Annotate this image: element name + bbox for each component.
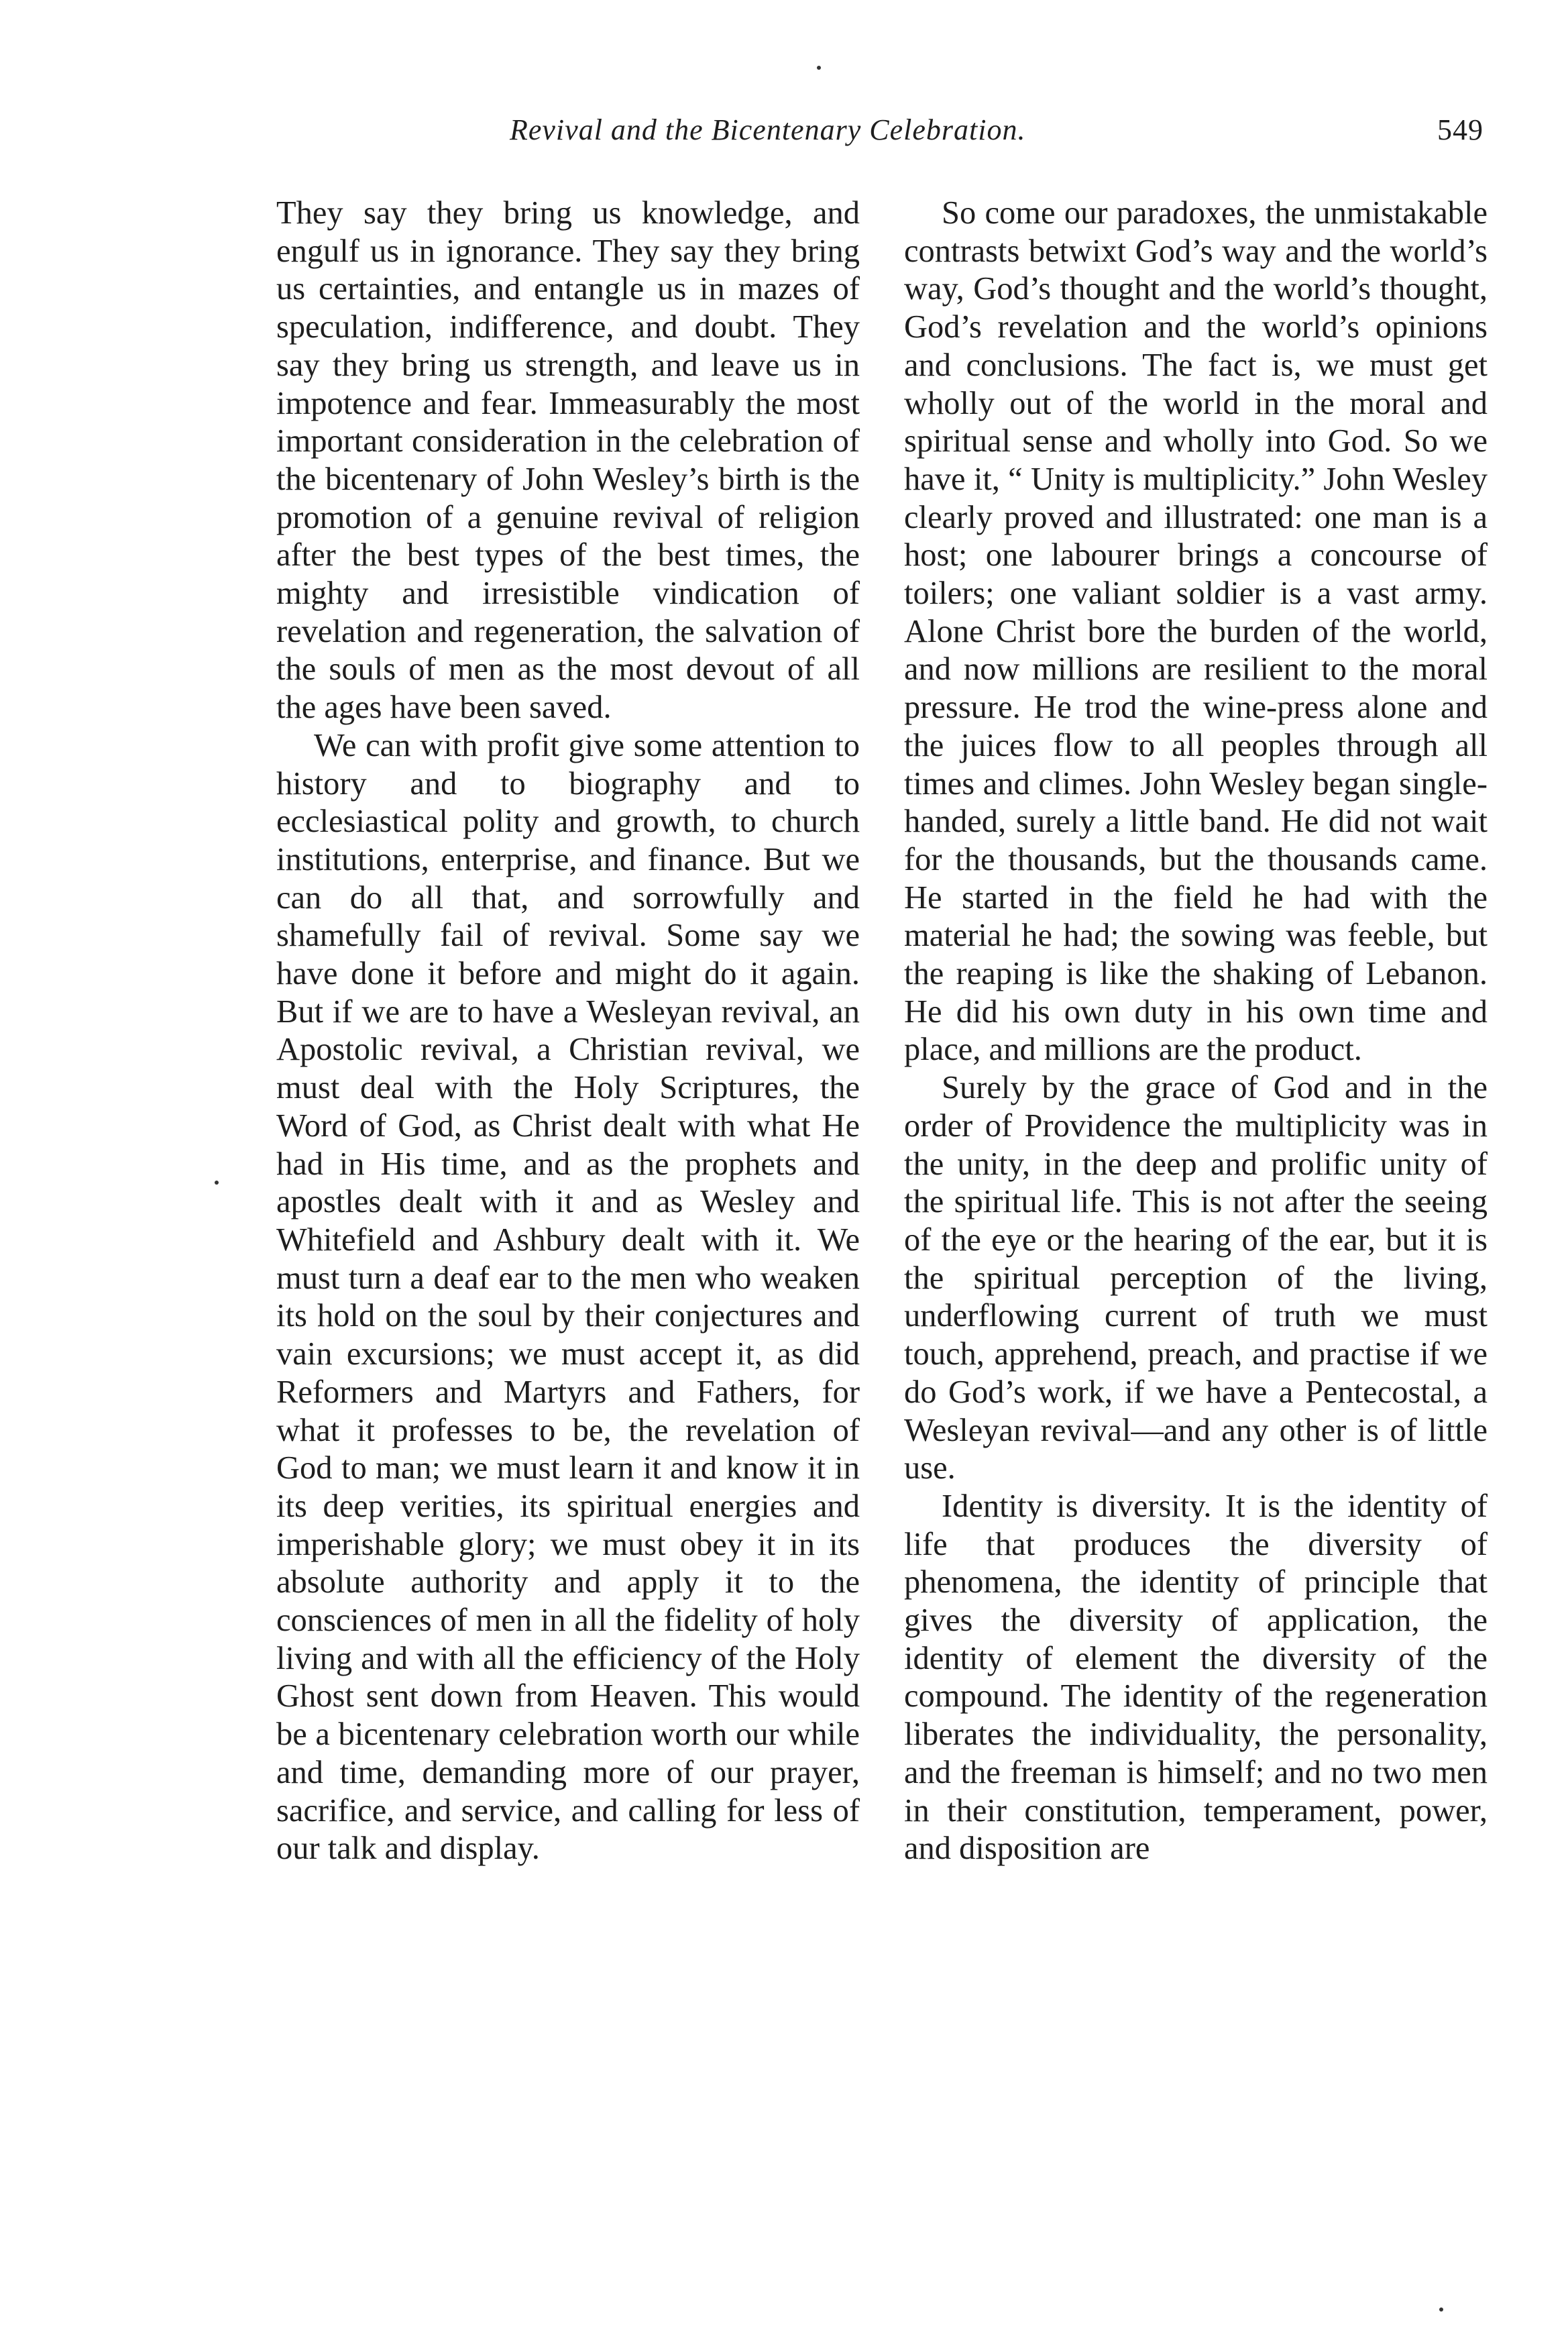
- paragraph: Surely by the grace of God and in the order of Providence the multiplicity was in the unity, in the deep and prolific unity of the spiritual life. This is not after the seeing of the eye or the hearing of the ear, but it is the spiritual perception of the living, underflowing current of truth we must touch, apprehend, preach, and practise if we do God’s work, if we have a Pentecostal, a Wesleyan revival—and any other is of little use.: [904, 1070, 1488, 1486]
- running-title: Revival and the Bicentenary Celebration.: [510, 113, 1026, 146]
- paragraph: They say they bring us knowledge, and engulf us in ignorance. They say they bring us certainties, and entangle us in mazes of speculation, indifference, and doubt. They say they bring us strength, and leave us in impotence and fear. Immeasurably the most important consideration in the celebration of the bicentenary of John Wesley’s birth is the promotion of a genuine revival of religion after the best types of the best times, the mighty and irresistible vindication of revelation and regeneration, the salvation of the souls of men as the most devout of all the ages have been saved.: [276, 195, 860, 726]
- print-speck: [817, 66, 821, 70]
- paragraph: Identity is diversity. It is the identity of life that produces the diversity of phenomena, the identity of principle that gives the diversity of application, the identity of element the diversity of the compound. The identity of the regeneration liberates the individuality, the personality, and the freeman is himself; and no two men in their constitution, temperament, power, and disposition are: [904, 1488, 1488, 1867]
- left-column: [276, 195, 860, 1868]
- right-column: [904, 195, 1488, 1868]
- paragraph: So come our paradoxes, the unmistakable contrasts betwixt God’s way and the world’s way, God’s thought and the world’s thought, God’s revelation and the world’s opinions and conclusions. The fact is, we must get wholly out of the world in the moral and spiritual sense and wholly into God. So we have it, “ Unity is multiplicity.” John Wesley clearly proved and illustrated: one man is a host; one labourer brings a concourse of toilers; one valiant soldier is a vast army. Alone Christ bore the burden of the world, and now millions are resilient to the moral pressure. He trod the wine-press alone and the juices flow to all peoples through all times and climes. John Wesley began single-handed, surely a little band. He did not wait for the thousands, but the thousands came. He started in the field he had with the material he had; the sowing was feeble, but the reaping is like the shaking of Lebanon. He did his own duty in his own time and place, and millions are the product.: [904, 195, 1488, 1068]
- page-number: 549: [1437, 113, 1483, 146]
- print-speck: [215, 1181, 219, 1185]
- print-speck: [1439, 2307, 1443, 2312]
- page-header: [510, 113, 1483, 160]
- paragraph: We can with profit give some attention to history and to biography and to ecclesiastical polity and growth, to church institutions, enterprise, and finance. But we can do all that, and sorrowfully and shamefully fail of revival. Some say we have done it before and might do it again. But if we are to have a Wesleyan revival, an Apostolic revival, a Christian revival, we must deal with the Holy Scriptures, the Word of God, as Christ dealt with what He had in His time, and as the prophets and apostles dealt with it and as Wesley and Whitefield and Ashbury dealt with it. We must turn a deaf ear to the men who weaken its hold on the soul by their conjectures and vain excursions; we must accept it, as did Reformers and Martyrs and Fathers, for what it professes to be, the revelation of God to man; we must learn it and know it in its deep verities, its spiritual energies and imperishable glory; we must obey it in its absolute authority and apply it to the consciences of men in all the fidelity of holy living and with all the efficiency of the Holy Ghost sent down from Heaven. This would be a bicentenary celebration worth our while and time, demanding more of our prayer, sacrifice, and service, and calling for less of our talk and display.: [276, 727, 860, 1867]
